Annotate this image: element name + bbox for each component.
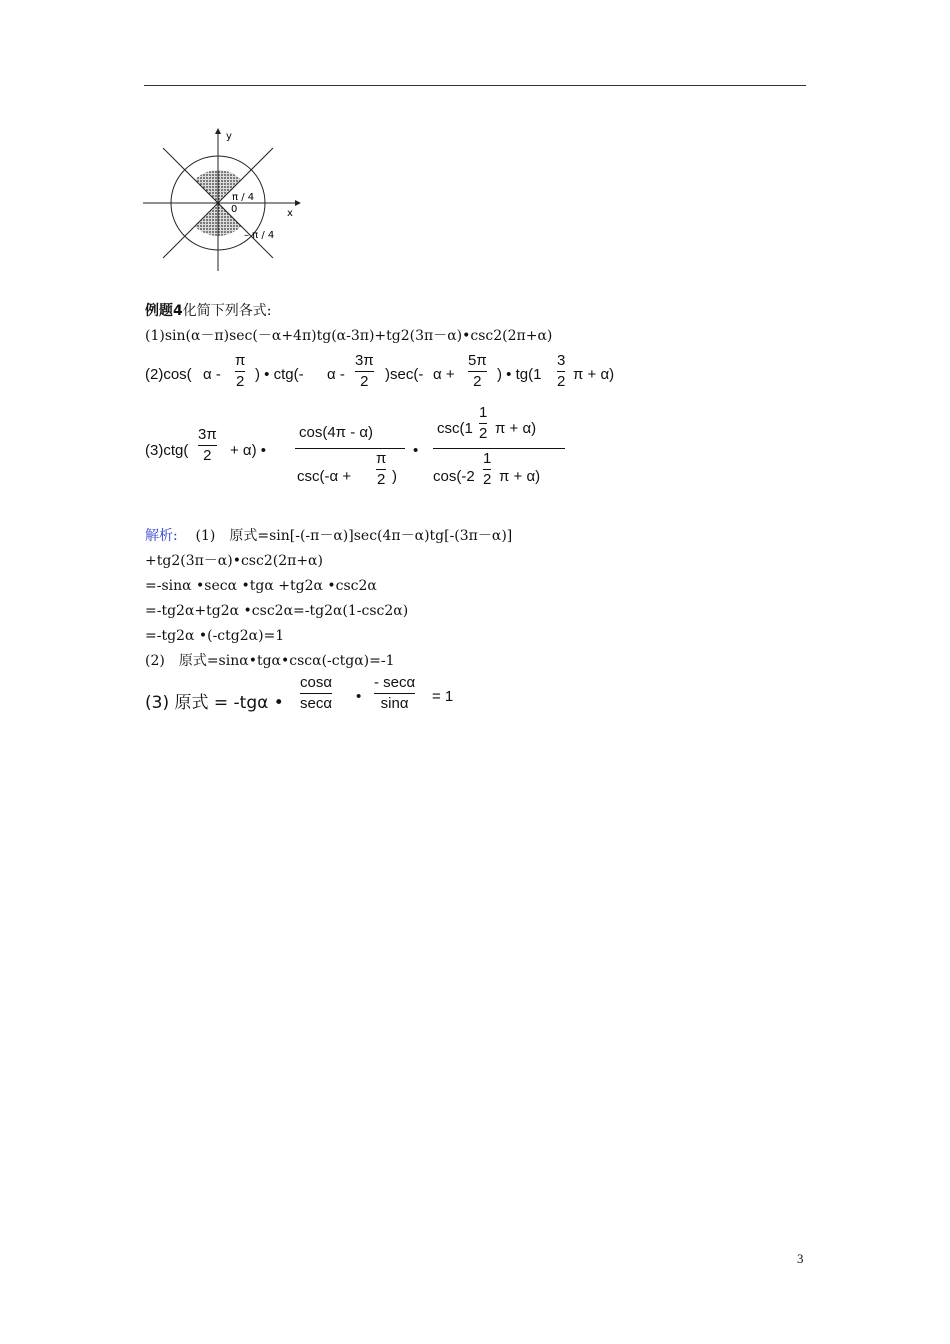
fraction-numerator: 3π xyxy=(198,426,217,443)
solution-3-fraction-1 xyxy=(300,674,332,713)
example-item-1: (1)sin(α－π)sec(－α+4π)tg(α-3π)+tg2(3π－α)•csc2(2π+α) xyxy=(145,328,553,344)
item3-fraction-3-numerator-post: π + α) xyxy=(495,420,537,437)
solution-line-1 xyxy=(145,527,512,545)
fraction-numerator: 5π xyxy=(468,352,487,369)
item2-alpha-1: α - xyxy=(203,366,221,383)
item3-fraction-2-denominator-post: ) xyxy=(392,468,397,485)
fraction-numerator: 3 xyxy=(557,352,566,369)
example-item-3 xyxy=(145,404,805,500)
example-heading xyxy=(145,302,271,320)
example-instruction: 化简下列各式: xyxy=(182,303,272,319)
item3-fraction-1 xyxy=(198,426,217,465)
fraction-numerator: cosα xyxy=(300,674,333,691)
item2-prefix: (2)cos( xyxy=(145,366,192,383)
solution-3-label: (3) 原式 = -tgα • xyxy=(145,693,284,713)
item2-text-3: )sec(- xyxy=(385,366,424,383)
solution-line-5: =-tg2α •(-ctg2α)=1 xyxy=(145,628,285,644)
lower-angle-label: – π / 4 xyxy=(244,230,275,241)
x-axis-arrow xyxy=(295,200,301,206)
fraction-numerator: π xyxy=(376,450,387,467)
item3-fraction-2-numerator: cos(4π - α) xyxy=(299,424,374,441)
solution-text-1: (1) 原式=sin[-(-π－α)]sec(4π－α)tg[-(3π－α)] xyxy=(195,528,513,544)
item3-fraction-2-bar xyxy=(295,448,405,449)
item3-fraction-2-inner-fraction xyxy=(376,450,386,489)
solution-3-dot: • xyxy=(356,688,362,705)
solution-line-7 xyxy=(145,674,545,722)
item3-fraction-3-numerator-fraction xyxy=(479,404,487,443)
fraction-numerator: π xyxy=(235,352,246,369)
origin-label: 0 xyxy=(231,204,238,215)
item2-tail: π + α) xyxy=(573,366,615,383)
item2-fraction-1 xyxy=(235,352,245,391)
fraction-denominator: 2 xyxy=(360,373,369,390)
example-number: 例题4 xyxy=(145,303,183,319)
fraction-denominator: 2 xyxy=(377,471,386,488)
item3-fraction-3-bar xyxy=(433,448,565,449)
solution-3-fraction-2 xyxy=(374,674,415,713)
fraction-denominator: 2 xyxy=(479,425,488,442)
fraction-denominator: 2 xyxy=(473,373,482,390)
x-axis-label: x xyxy=(287,208,293,219)
solution-label: 解析: xyxy=(145,528,178,544)
y-axis-arrow xyxy=(215,128,221,134)
item3-dot: • xyxy=(413,442,419,459)
page-number: 3 xyxy=(797,1251,804,1266)
fraction-denominator: sinα xyxy=(380,695,409,712)
fraction-denominator: secα xyxy=(300,695,333,712)
item2-alpha-3: α + xyxy=(433,366,455,383)
fraction-numerator: - secα xyxy=(374,674,416,691)
y-axis-label: y xyxy=(226,131,232,142)
upper-angle-label: π / 4 xyxy=(232,192,255,203)
example-item-2 xyxy=(145,352,805,402)
item3-after-fraction-1: + α) • xyxy=(230,442,267,459)
item2-text-2: ) • ctg(- xyxy=(255,366,304,383)
fraction-numerator: 1 xyxy=(479,404,488,421)
solution-line-3: =-sinα •secα •tgα +tg2α •csc2α xyxy=(145,578,377,594)
item2-fraction-2 xyxy=(355,352,374,391)
item2-fraction-3 xyxy=(468,352,487,391)
fraction-denominator: 2 xyxy=(236,373,245,390)
header-rule xyxy=(144,85,806,86)
solution-3-result: = 1 xyxy=(432,688,454,705)
item2-fraction-4 xyxy=(557,352,565,391)
item3-fraction-3-denominator-post: π + α) xyxy=(499,468,541,485)
item3-fraction-3-numerator-pre: csc(1 xyxy=(437,420,473,437)
item3-fraction-2-denominator-pre: csc(-α + xyxy=(297,468,352,485)
fraction-numerator: 1 xyxy=(483,450,492,467)
fraction-denominator: 2 xyxy=(483,471,492,488)
unit-circle-figure xyxy=(143,126,303,271)
fraction-numerator: 3π xyxy=(355,352,374,369)
item2-alpha-2: α - xyxy=(327,366,345,383)
fraction-denominator: 2 xyxy=(203,447,212,464)
solution-line-6: (2) 原式=sinα•tgα•cscα(-ctgα)=-1 xyxy=(145,653,395,669)
fraction-denominator: 2 xyxy=(557,373,566,390)
item3-fraction-3-denominator-pre: cos(-2 xyxy=(433,468,475,485)
solution-line-4: =-tg2α+tg2α •csc2α=-tg2α(1-csc2α) xyxy=(145,603,409,619)
item3-fraction-3-denominator-fraction xyxy=(483,450,491,489)
item2-text-4: ) • tg(1 xyxy=(497,366,542,383)
item3-prefix: (3)ctg( xyxy=(145,442,189,459)
solution-line-2: +tg2(3π－α)•csc2(2π+α) xyxy=(145,553,323,569)
